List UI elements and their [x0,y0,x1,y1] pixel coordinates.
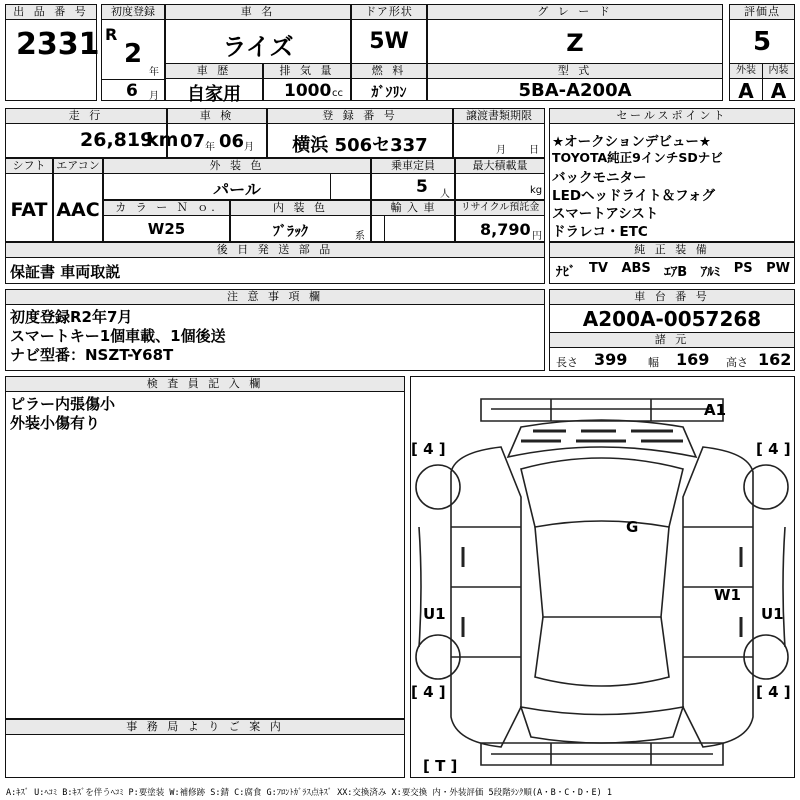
car-name: ライズ [222,33,294,61]
model-label: 型 式 [428,64,722,79]
equipment-item: ｱﾙﾐ [700,265,721,280]
displacement: 1000 [284,81,332,101]
damage-mark-w1: W1 [714,586,741,604]
chassis-number: A200A-0057268 [582,307,762,331]
sales-points-box [549,108,795,242]
exterior-grade: A [738,79,754,103]
fuel-box [351,63,427,101]
caution-line: ナビ型番：NSZT-Y68T [10,346,174,364]
equipment-item: PW [766,261,790,276]
sales-point: ★オークションデビュー★ [552,134,711,150]
car-name-label: 車 名 [166,5,350,20]
chassis-label: 車 台 番 号 [550,290,794,305]
lot-box [5,4,100,101]
recycle-fee: 8,790 [480,220,531,239]
sales-point: スマートアシスト [552,206,659,222]
equipment-label: 純 正 装 備 [550,243,794,258]
capacity-box [371,158,455,200]
divider [102,79,164,80]
door-type: 5W [369,29,409,54]
height-label: 高さ [726,356,748,369]
lot-label: 出 品 番 号 [6,5,96,20]
equipment-item: ﾅﾋﾞ [556,265,576,280]
history-label: 車 歴 [166,64,262,79]
inspection-year-unit: 年 [205,142,215,153]
mileage-box [5,108,179,158]
inspector-box [5,376,405,719]
car-diagram-box [410,376,795,778]
mileage: 26,819 [80,129,154,151]
car-diagram [411,377,793,776]
color-no-label: カ ラ ー Ｎ ｏ. [104,201,229,216]
office-label: 事 務 局 よ り ご 案 内 [6,720,404,735]
import-box [371,200,455,242]
interior-color-unit: 系 [355,231,365,242]
fuel-label: 燃 料 [352,64,426,79]
sales-point: ドラレコ・ETC [552,224,648,240]
score-label: 評価点 [730,5,794,20]
grade: Z [566,29,584,57]
sales-point: LEDヘッドライト＆フォグ [552,188,715,204]
divider [330,174,331,199]
interior-label: 内装 [763,64,794,79]
grade-box [427,4,723,64]
model: 5BA-A200A [518,80,632,101]
import-label: 輸 入 車 [372,201,454,216]
displacement-box [263,63,351,101]
color-number: W25 [147,220,186,238]
payload-unit: kg [530,185,543,196]
first-reg-label: 初度登録 [102,5,164,20]
score-box [729,4,795,64]
inspection-month-unit: 月 [244,142,254,153]
air-conditioner: AAC [56,199,100,221]
fuel: ｶﾞｿﾘﾝ [371,85,407,101]
width: 169 [676,350,710,369]
plate-box [267,108,453,158]
reg-month-unit: 月 [149,91,159,102]
mileage-label: 走 行 [6,109,166,124]
door-box [351,4,427,64]
ac-label: エアコン [54,159,102,174]
ac-box [53,158,103,242]
chassis-box [549,289,795,333]
later-parts-box [5,242,545,284]
spare-tire: [ T ] [423,757,458,775]
tire-rr: [ 4 ] [756,683,791,701]
inspection-label: 車 検 [168,109,266,124]
equipment-item: PS [733,261,753,276]
inspector-label: 検 査 員 記 入 欄 [6,377,404,392]
model-box [427,63,723,101]
tire-rl: [ 4 ] [411,683,446,701]
specs-label: 諸 元 [550,333,794,348]
length-label: 長さ [556,356,578,369]
interior-grade: A [770,79,787,103]
exterior-box [729,63,763,101]
transfer-box [453,108,545,158]
color-box [103,158,371,200]
transfer-month-unit: 月 [496,145,506,156]
capacity-label: 乗車定員 [372,159,454,174]
inspection-box [167,108,267,158]
displacement-unit: cc [332,88,343,99]
shift: FAT [10,199,48,221]
equipment-item: ABS [621,261,651,276]
sales-points-label: セールスポイント [550,109,794,124]
reg-year-unit: 年 [149,67,159,78]
color-no-box [103,200,230,242]
score: 5 [752,27,772,57]
payload-label: 最大積載量 [456,159,544,174]
equipment-item: TV [589,261,608,276]
lot-number: 2331 [16,27,100,62]
capacity: 5 [416,177,428,197]
first-reg-box [101,4,165,101]
transfer-label: 譲渡書類期限 [454,109,544,124]
interior-color-label: 内 装 色 [231,201,370,216]
inspection-year: 07 [180,131,206,152]
history: 自家用 [187,84,241,105]
caution-line: スマートキー1個車載、1個後送 [10,327,226,345]
length: 399 [594,350,628,369]
later-parts: 保証書 車両取説 [10,263,121,281]
divider [384,216,385,241]
damage-mark-g: G [626,518,639,536]
caution-line: 初度登録R2年7月 [10,308,133,326]
recycle-box [455,200,545,242]
equipment-item: ｴｱB [664,265,688,280]
sales-point: TOYOTA純正9インチSDナビ [552,150,723,165]
plate-number: 横浜 506セ337 [292,135,428,156]
interior-box [762,63,795,101]
tire-fl: [ 4 ] [411,440,446,458]
interior-color-box [230,200,371,242]
office-box [5,719,405,778]
inspection-month: 06 [219,131,245,152]
grade-label: グ レ ー ド [428,5,722,20]
door-label: ドア形状 [352,5,426,20]
damage-mark-u1-left: U1 [423,605,446,623]
history-box [165,63,263,105]
capacity-unit: 人 [440,189,450,200]
shift-label: シフト [6,159,52,174]
body-color: パール [213,180,261,199]
reg-month: 6 [126,81,138,101]
recycle-label: リサイクル預託金 [456,201,544,216]
exterior-label: 外装 [730,64,762,79]
damage-mark-a1: A1 [704,401,727,419]
recycle-unit: 円 [532,231,542,242]
inspector-line: 外装小傷有り [10,414,101,432]
payload-box [455,158,545,200]
car-name-box [165,4,351,64]
caution-box [5,289,545,371]
height: 162 [758,350,792,369]
plate-label: 登 録 番 号 [268,109,452,124]
sales-point: バックモニター [552,170,647,186]
equipment-list [556,261,790,280]
reg-year: 2 [124,39,143,69]
equipment-box [549,242,795,284]
transfer-day-unit: 日 [529,145,539,156]
displacement-label: 排 気 量 [264,64,350,79]
shift-box [5,158,53,242]
damage-legend: A:ｷｽﾞ U:ﾍｺﾐ B:ｷｽﾞを伴うﾍｺﾐ P:要塗装 W:補修跡 S:錆 C:腐食 G:ﾌﾛﾝﾄｶﾞﾗｽ点ｷｽﾞ XX:交換済み X:要交換 内・外装評価 5段階ﾗﾝｸ順(A・B・C・D・E) 1 [6,788,612,798]
tire-fr: [ 4 ] [756,440,791,458]
damage-mark-u1-right: U1 [761,605,784,623]
later-parts-label: 後 日 発 送 部 品 [6,243,544,258]
caution-label: 注 意 事 項 欄 [6,290,544,305]
mileage-unit: km [146,129,179,151]
era: R [105,25,118,44]
interior-color: ﾌﾞﾗｯｸ [273,224,308,240]
inspector-line: ピラー内張傷小 [10,395,116,413]
width-label: 幅 [648,356,659,369]
specs-box [549,332,795,371]
color-label: 外 装 色 [104,159,370,174]
